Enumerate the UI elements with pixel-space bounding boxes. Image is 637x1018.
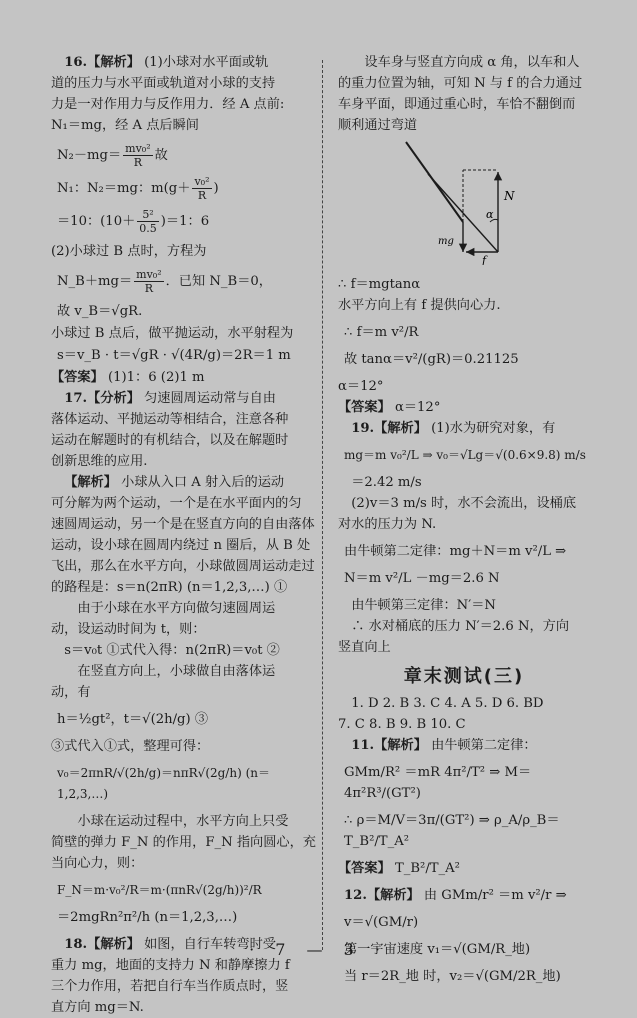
equation-9: F_N＝m·v₀²/R＝m·(πnR√(2g/h))²/R: [57, 883, 262, 897]
force-diagram-svg: [388, 140, 538, 265]
right-column: [338, 52, 590, 993]
equation-1-numerator: mv₀²: [125, 142, 151, 155]
q19-line-9: 竖直向上: [338, 640, 391, 655]
q17-line-18: 简壁的弹力 F_N 的作用，F_N 指向圆心，充: [51, 835, 316, 850]
q19-line-8: ∴ 水对桶底的压力 N′＝2.6 N，方向: [351, 619, 570, 634]
equation-2-left: N₁：N₂＝mg：m(g＋: [57, 181, 191, 196]
right-line-2: 的重力位置为轴，可知 N 与 f 的合力通过: [338, 76, 583, 91]
q17-line-1: 匀速圆周运动常与自由: [144, 391, 276, 406]
q17-line-19: 当向心力，则：: [51, 856, 144, 871]
q16-line-2: 道的压力与水平面或轨道对小球的支持: [51, 76, 276, 91]
equation-6: s＝v_B · t＝√gR · √(4R/g)＝2R＝1 m: [57, 348, 291, 363]
equation-2-numerator: v₀²: [194, 175, 210, 188]
q19-line-7: 由牛顿第三定律：N′＝N: [351, 598, 496, 613]
q16-line-1: (1)小球对水平面或轨: [144, 55, 269, 70]
equation-5: 故 v_B＝√gR.: [57, 304, 143, 319]
right-line-3: 车身平面，即通过重心时，车恰不翻倒而: [338, 97, 576, 112]
right-line-4: 顺利通过弯道: [338, 118, 418, 133]
q19-line-1: (1)水为研究对象，有: [431, 421, 556, 436]
q19-line-5: 由牛顿第二定律：mg＋N＝m v²/L ⇒: [344, 544, 567, 559]
q17-line-6: 可分解为两个运动，一个是在水平面内的匀: [51, 496, 302, 511]
q11-intro: [338, 735, 590, 756]
q12-equation-1: 由 GMm/r² ＝m v²/r ⇒: [423, 888, 567, 903]
equation-8: v₀＝2πnR/√(2h/g)＝nπR√(2g/h) (n＝1,2,3,…): [57, 766, 270, 801]
q17-line-2: 落体运动、平抛运动等相结合，注意各种: [51, 412, 289, 427]
equation-1-tail: 故: [154, 148, 168, 163]
q17-line-17: 小球在运动过程中，水平方向上只受: [77, 814, 289, 829]
q17-line-3: 运动在解题时的有机结合，以及在解题时: [51, 433, 289, 448]
equation-4-denominator: R: [144, 282, 154, 295]
answer-11: [338, 858, 590, 879]
q17-line-7: 速圆周运动，另一个是在竖直方向的自由落体: [51, 517, 315, 532]
q17-line-14: 在竖直方向上，小球做自由落体运: [77, 664, 276, 679]
right-line-5: ∴ f＝mgtanα: [338, 277, 421, 292]
equation-10: ＝2mgRn²π²/h (n＝1,2,3,…): [57, 910, 238, 925]
equation-3-numerator: 5²: [137, 208, 159, 222]
q19-intro: [338, 418, 590, 439]
answer-text: α＝12°: [394, 400, 441, 415]
equation-3: [51, 208, 317, 235]
page-number: · 7 — 3 ·: [249, 940, 388, 959]
equation-2-tail: ): [213, 181, 219, 196]
right-equation-2: 故 tanα＝v²/(gR)＝0.21125: [344, 352, 519, 367]
answer-label: 【答案】: [338, 861, 391, 876]
answer-label: 【答案】: [338, 400, 391, 415]
answer-label: 【答案】: [51, 370, 104, 385]
answer-text: T_B²/T_A²: [394, 861, 460, 876]
column-divider: [322, 60, 323, 950]
label-N: N: [504, 189, 515, 203]
q17-line-4: 创新思维的应用.: [51, 454, 148, 469]
q11-heading: 11.【解析】: [351, 738, 427, 753]
q12-line-2: 当 r＝2R_地 时，v₂＝√(GM/2R_地): [344, 969, 561, 984]
q17-line-9: 飞出，那么在水平方向，小球做圆周运动走过: [51, 559, 315, 574]
q17-line-10: 的路程是：s＝n(2πR) (n＝1,2,3,…) ①: [51, 580, 288, 595]
equation-4-tail: ．已知 N_B＝0，: [165, 274, 272, 289]
right-line-7: α＝12°: [338, 379, 384, 394]
q11-line-1: 由牛顿第二定律：: [431, 738, 537, 753]
q11-equation-2: ∴ ρ＝M/V＝3π/(GT²) ⇒ ρ_A/ρ_B＝T_B²/T_A²: [344, 813, 560, 849]
label-alpha: α: [486, 208, 494, 221]
choices-row-2: 7. C 8. B 9. B 10. C: [338, 717, 466, 732]
equation-4-numerator: mv₀²: [136, 268, 162, 281]
q16-line-3: 力是一对作用力与反作用力．经 A 点前:: [51, 97, 285, 112]
equation-7: h＝½gt²，t＝√(2h/g) ③: [57, 712, 209, 727]
equation-3-tail: )＝1：6: [160, 214, 210, 229]
answer-16: [51, 367, 317, 388]
section-title: 章末测试(三): [403, 666, 525, 687]
right-line-1: 设车身与竖直方向成 α 角，以车和人: [364, 55, 580, 70]
q12-equation-2: v＝√(GM/r): [344, 915, 419, 930]
choices-row-1: 1. D 2. B 3. C 4. A 5. D 6. BD: [351, 696, 544, 711]
q17-line-13: s＝v₀t ①式代入得：n(2πR)＝v₀t ②: [64, 643, 280, 658]
answer-18: [338, 397, 590, 418]
q18-line-3: 三个力作用，若把自行车当作质点时，竖: [51, 979, 289, 994]
equation-2: [51, 175, 317, 202]
q12-intro: [338, 885, 590, 906]
q16-heading: 16.【解析】: [64, 55, 140, 70]
force-diagram: [388, 140, 590, 272]
q18-line-4: 直方向 mg＝N.: [51, 1000, 144, 1015]
label-mg: mg: [438, 236, 454, 247]
q17-analysis: [51, 472, 317, 493]
q19-line-6: N＝m v²/L －mg＝2.6 N: [344, 571, 500, 586]
answer-text: (1)1：6 (2)1 m: [107, 370, 205, 385]
q19-line-4: 对水的压力为 N.: [338, 517, 437, 532]
q19-heading: 19.【解析】: [351, 421, 427, 436]
q17-line-16: ③式代入①式，整理可得：: [51, 739, 210, 754]
q19-line-3: (2)v＝3 m/s 时，水不会流出，设桶底: [351, 496, 577, 511]
q16-line-5: (2)小球过 B 点时，方程为: [51, 244, 207, 259]
q12-line-1: 第一宇宙速度 v₁＝√(GM/R_地): [344, 942, 531, 957]
label-f: f: [482, 254, 487, 265]
q17-intro: [51, 388, 317, 409]
equation-1-denominator: R: [133, 156, 143, 169]
equation-1: [51, 142, 317, 169]
equation-2-denominator: R: [197, 189, 207, 202]
equation-4-left: N_B＋mg＝: [57, 274, 133, 289]
equation-1-left: N₂－mg＝: [57, 148, 122, 163]
q18-line-2: 重力 mg，地面的支持力 N 和静摩擦力 f: [51, 958, 290, 973]
q11-equation-1: GMm/R² ＝mR 4π²/T² ⇒ M＝4π²R³/(GT²): [344, 765, 532, 801]
equation-2-fraction: [192, 175, 211, 202]
q17-line-15: 动，有: [51, 685, 91, 700]
q16-line-4: N₁＝mg，经 A 点后瞬间: [51, 118, 199, 133]
q18-heading: 18.【解析】: [64, 937, 140, 952]
equation-1-fraction: [123, 142, 152, 169]
q17-line-12: 动，设运动时间为 t，则：: [51, 622, 206, 637]
q17-line-11: 由于小球在水平方向做匀速圆周运: [77, 601, 276, 616]
left-column: [51, 52, 317, 1018]
q17-analysis-label: 【解析】: [64, 475, 117, 490]
q19-line-2: ＝2.42 m/s: [351, 475, 422, 490]
q17-heading: 17.【分析】: [64, 391, 140, 406]
right-equation-1: ∴ f＝m v²/R: [344, 325, 419, 340]
q17-line-8: 运动，设小球在圆周内绕过 n 圈后，从 B 处: [51, 538, 311, 553]
equation-3-left: ＝10：(10＋: [57, 214, 136, 229]
q12-heading: 12.【解析】: [344, 888, 420, 903]
q18-line-1: 如图，自行车转弯时受: [144, 937, 276, 952]
equation-4: [51, 268, 317, 295]
right-line-6: 水平方向上有 f 提供向心力.: [338, 298, 501, 313]
q16-intro: [51, 52, 317, 73]
q16-line-6: 小球过 B 点后，做平抛运动，水平射程为: [51, 326, 294, 341]
equation-4-fraction: [134, 268, 163, 295]
q17-line-5: 小球从入口 A 射入后的运动: [121, 475, 285, 490]
q19-equation-1: mg＝m v₀²/L ⇒ v₀＝√Lg＝√(0.6×9.8) m/s: [344, 448, 586, 462]
equation-3-fraction: [137, 208, 159, 235]
equation-3-denominator: 0.5: [139, 222, 157, 235]
